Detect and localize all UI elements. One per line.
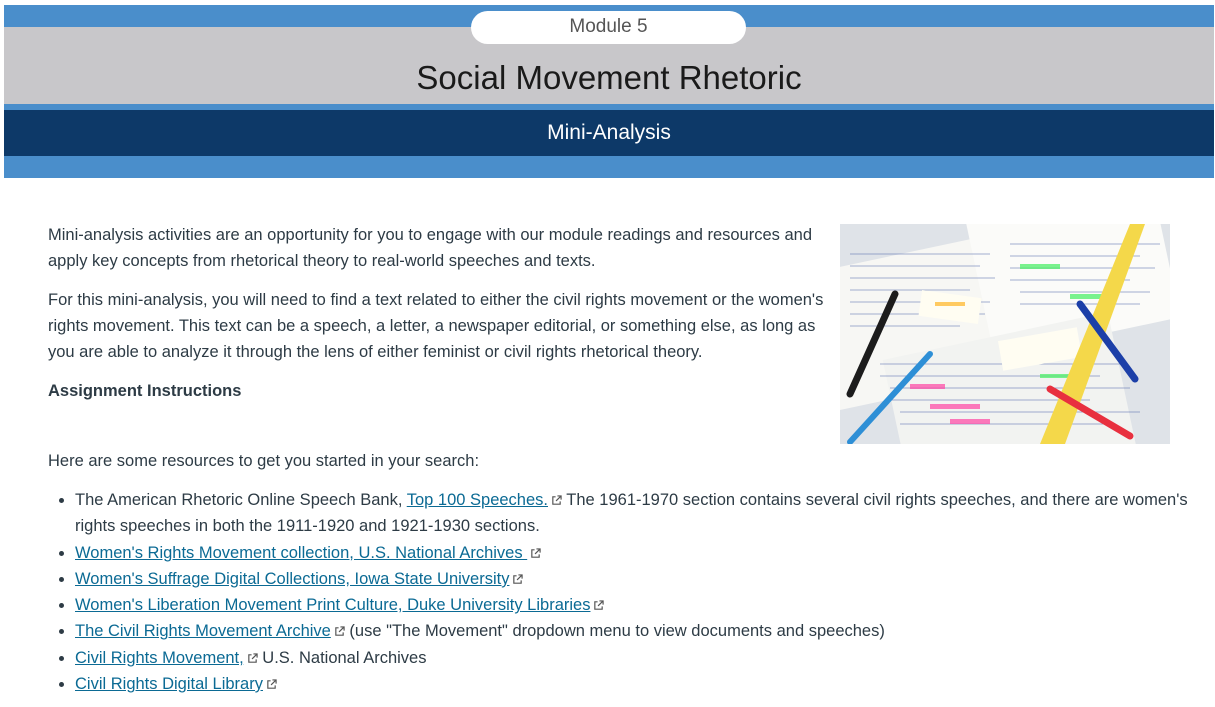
external-link-icon[interactable] (266, 679, 277, 690)
external-link-icon[interactable] (247, 653, 258, 664)
banner-bottom-band (4, 156, 1214, 178)
list-item (75, 540, 1200, 566)
list-item (75, 566, 1200, 592)
resource-link[interactable]: Women's Suffrage Digital Collections, Iowa State University (75, 569, 510, 588)
resource-link[interactable]: Top 100 Speeches. (406, 491, 548, 509)
resource-link[interactable]: Women's Rights Movement collection, U.S. National Archives (75, 543, 528, 562)
list-item-text: The American Rhetoric Online Speech Bank, (75, 491, 407, 509)
list-item-text: U.S. National Archives (257, 648, 427, 667)
list-item (75, 592, 1200, 618)
external-link-icon[interactable] (530, 548, 541, 559)
page-subtitle: Mini-Analysis (547, 121, 671, 144)
intro-paragraph: Mini-analysis activities are an opportunity for you to engage with our module readings and resources and apply key concepts from rhetorical theory to real-world speeches and texts. (48, 226, 813, 270)
module-label: Module 5 (471, 11, 746, 44)
list-item (75, 487, 1200, 540)
resource-list (48, 487, 1200, 697)
list-item (75, 618, 1200, 644)
section-heading: Assignment Instructions (48, 382, 242, 400)
list-item-text: The 1961-1970 section contains several civil rights speeches, and there are women's rights speeches in both the 1911-1920 and 1921-1930 sections. (75, 491, 1188, 536)
external-link-icon[interactable] (512, 574, 523, 585)
resource-link[interactable]: Women's Liberation Movement Print Culture, Duke University Libraries (75, 596, 591, 615)
resources-intro: Here are some resources to get you started in your search: (48, 452, 480, 470)
list-item (75, 645, 1200, 671)
resource-link[interactable]: Civil Rights Digital Library (75, 675, 263, 694)
resource-link[interactable]: The Civil Rights Movement Archive (75, 622, 331, 641)
intro-column (48, 222, 828, 404)
external-link-icon[interactable] (551, 495, 562, 506)
external-link-icon[interactable] (334, 626, 345, 637)
list-item-text: (use "The Movement" dropdown menu to view documents and speeches) (344, 622, 885, 641)
module-banner (4, 0, 1214, 178)
resource-link[interactable]: Civil Rights Movement, (75, 648, 244, 667)
list-item (75, 671, 1200, 697)
notes-photo (840, 224, 1170, 444)
instructions-paragraph: For this mini-analysis, you will need to find a text related to either the civil rights movement or the women's rights movement. This text can be a speech, a letter, a newspaper editorial, or something else, as long as you are able to analyze it through the lens of either feminist or civil rights rhetorical theory. (48, 291, 824, 361)
external-link-icon[interactable] (593, 600, 604, 611)
page-title: Social Movement Rhetoric (416, 59, 802, 96)
